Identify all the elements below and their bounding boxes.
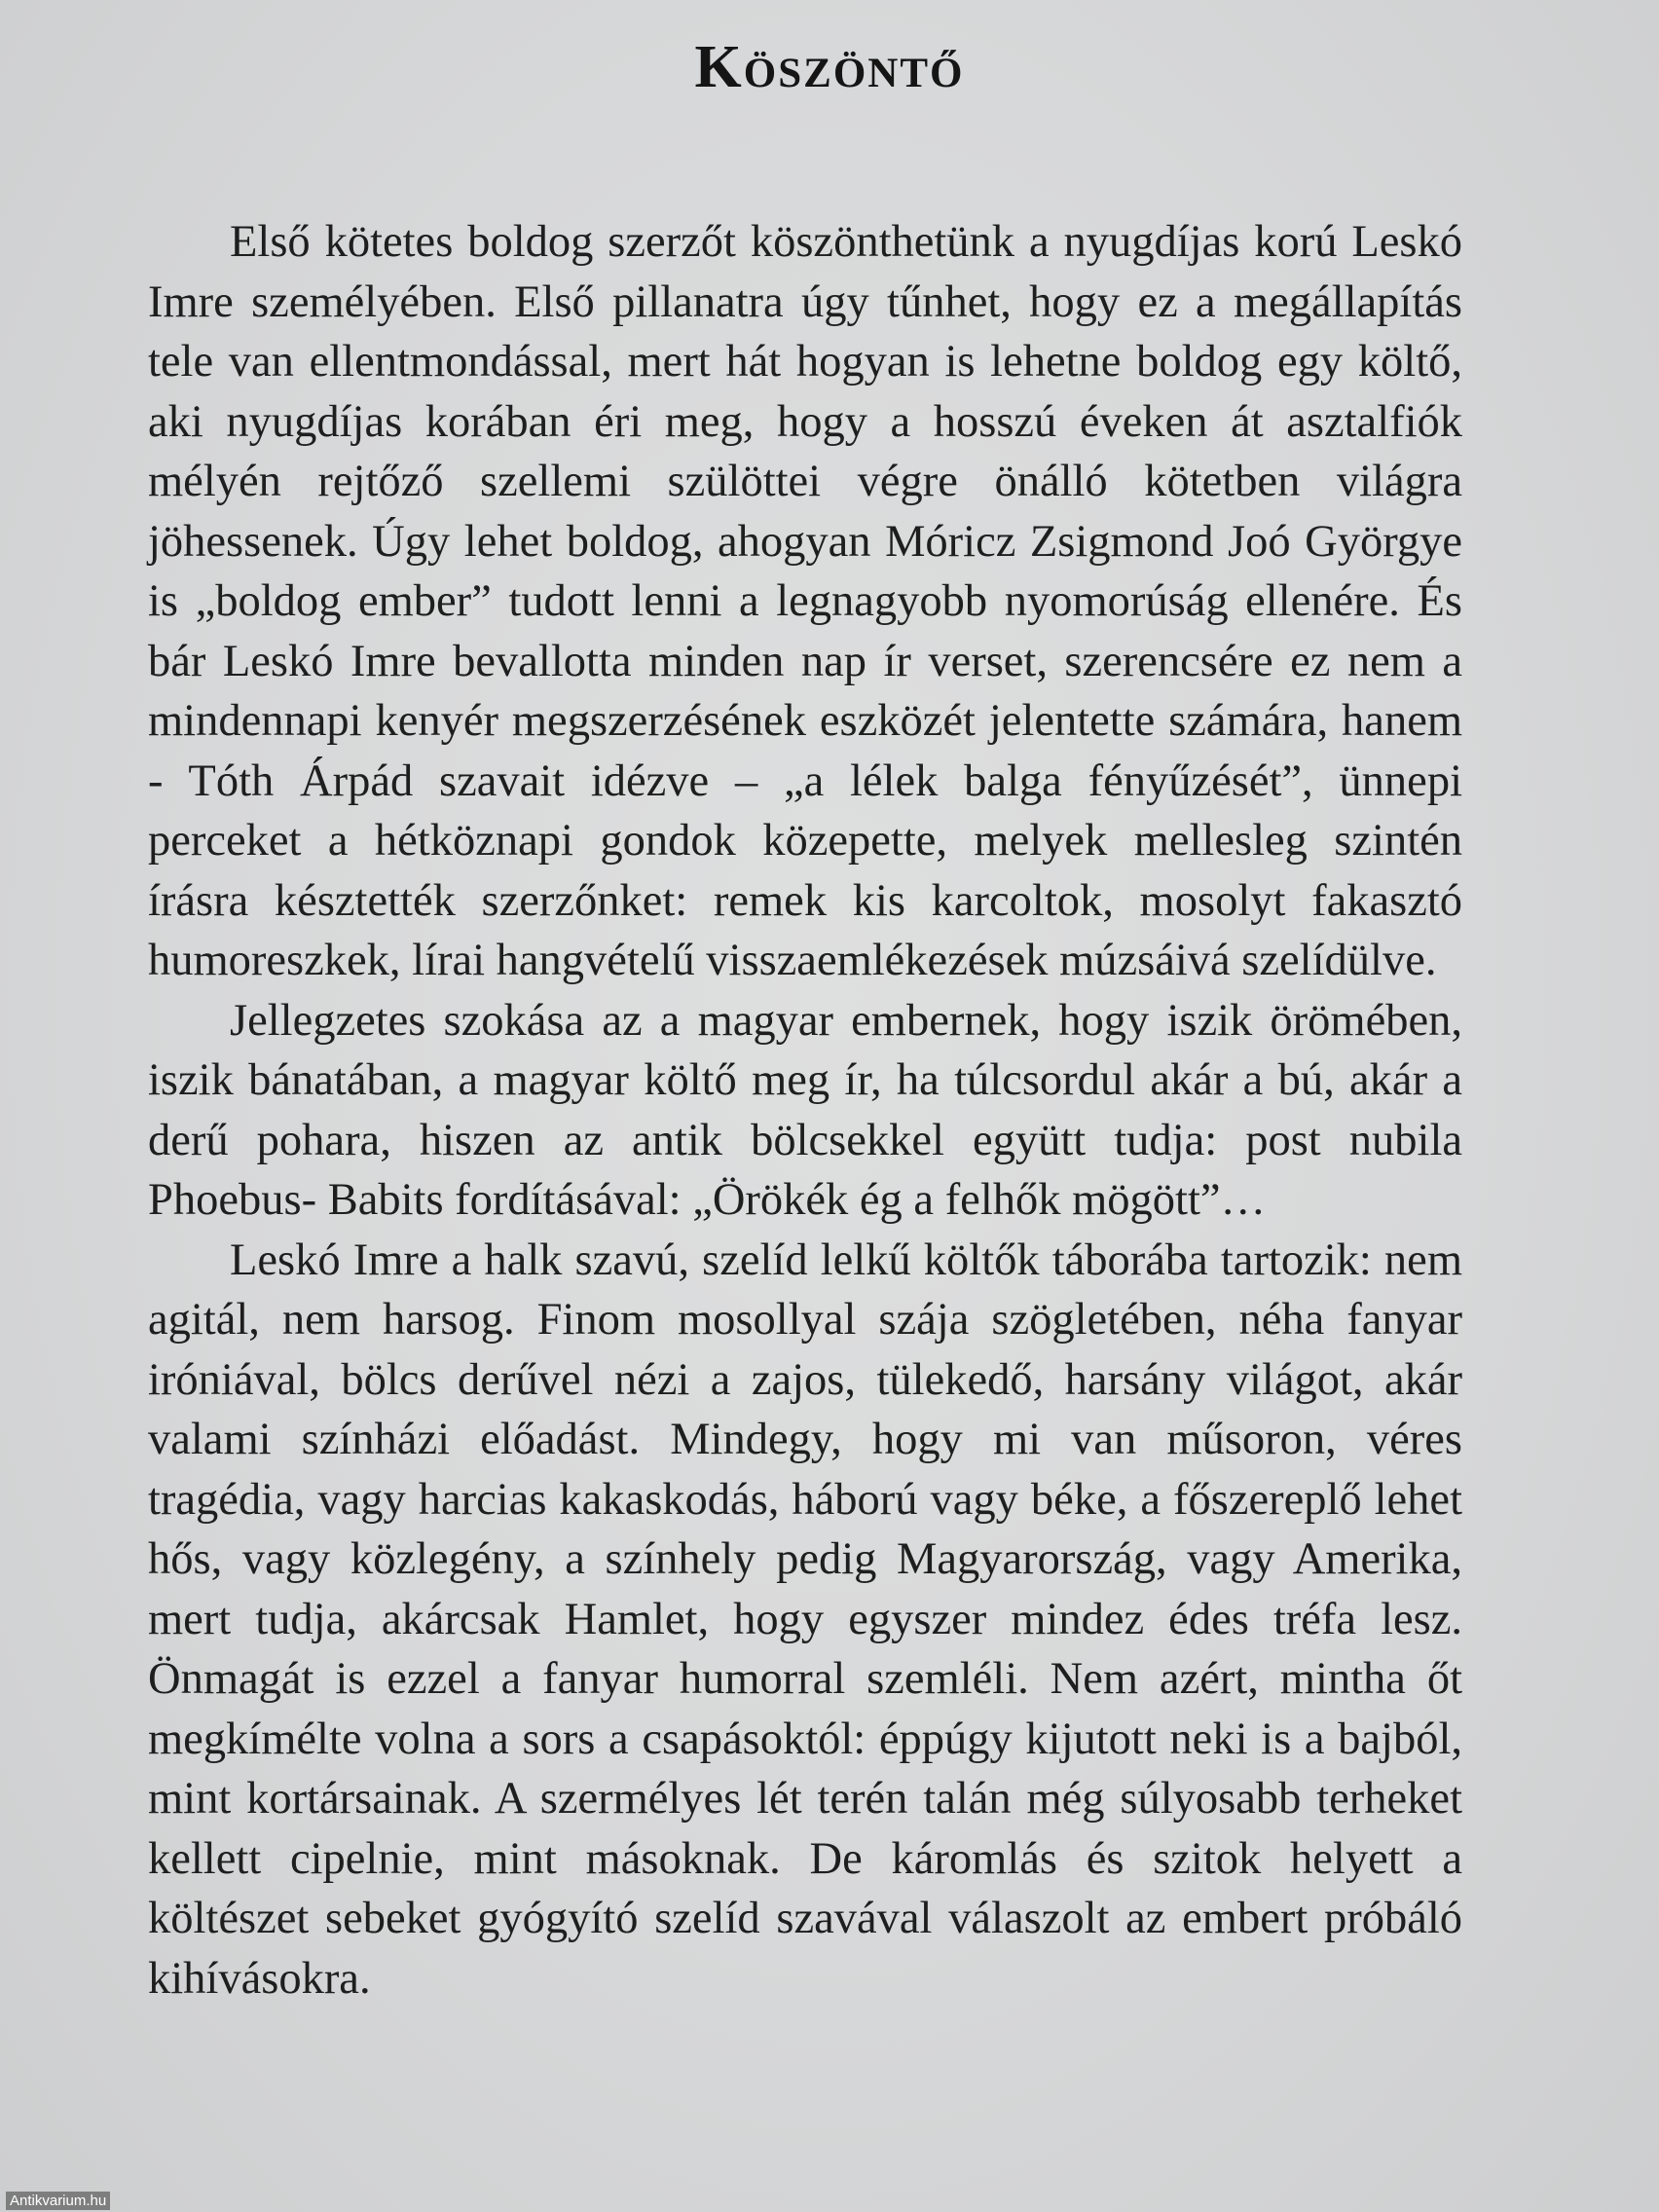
paragraph: Első kötetes boldog szerzőt köszönthetünk a nyugdíjas korú Leskó Imre személyében. Első pillanatra úgy tűnhet, hogy ez a megállapítás tele van ellentmondással, mert hát hogyan is lehetne boldog egy költő, aki nyugdíjas korában éri meg, hogy a hosszú éveken át asztalfiók mélyén rejtőző szellemi szülöttei végre önálló kötetben világra jöhessenek. Úgy lehet boldog, ahogyan Móricz Zsigmond Joó Györgye is „boldog ember” tudott lenni a legnagyobb nyomorúság ellenére. És bár Leskó Imre bevallotta minden nap ír verset, szerencsére ez nem a mindennapi kenyér megszerzésének eszközét jelentette számára, hanem - Tóth Árpád szavait idézve – „a lélek balga fényűzését”, ünnepi perceket a hétköznapi gondok közepette, melyek mellesleg szintén írásra késztették szerzőnket: remek kis karcoltok, mosolyt fakasztó humoreszkek, lírai hangvételű visszaemlékezések múzsáivá szelídülve.	[148, 217, 1462, 985]
page-title: Köszöntő	[694, 34, 965, 100]
source-watermark: Antikvarium.hu	[6, 2192, 110, 2210]
paragraph: Leskó Imre a halk szavú, szelíd lelkű költők táborába tartozik: nem agitál, nem harsog. Finom mosollyal szája szögletében, néha fanyar iróniával, bölcs derűvel nézi a zajos, tülekedő, harsány világot, akár valami színházi előadást. Mindegy, hogy mi van műsoron, véres tragédia, vagy harcias kakaskodás, háború vagy béke, a főszereplő lehet hős, vagy közlegény, a színhely pedig Magyarország, vagy Amerika, mert tudja, akárcsak Hamlet, hogy egyszer mindez édes tréfa lesz. Önmagát is ezzel a fanyar humorral szemléli. Nem azért, mintha őt megkímélte volna a sors a csapásoktól: éppúgy kijutott neki is a bajból, mint kortársainak. A szermélyes lét terén talán még súlyosabb terheket kellett cipelnie, mint másoknak. De káromlás és szitok helyett a költészet sebeket gyógyító szelíd szavával válaszolt az embert próbáló kihívásokra.	[148, 1235, 1462, 2004]
document-body	[148, 212, 1462, 2009]
paragraph: Jellegzetes szokása az a magyar embernek, hogy iszik örömében, iszik bánatában, a magyar költő meg ír, ha túlcsordul akár a bú, akár a derű pohara, hiszen az antik bölcsekkel együtt tudja: post nubila Phoebus- Babits fordításával: „Örökék ég a felhők mögött”…	[148, 995, 1462, 1225]
